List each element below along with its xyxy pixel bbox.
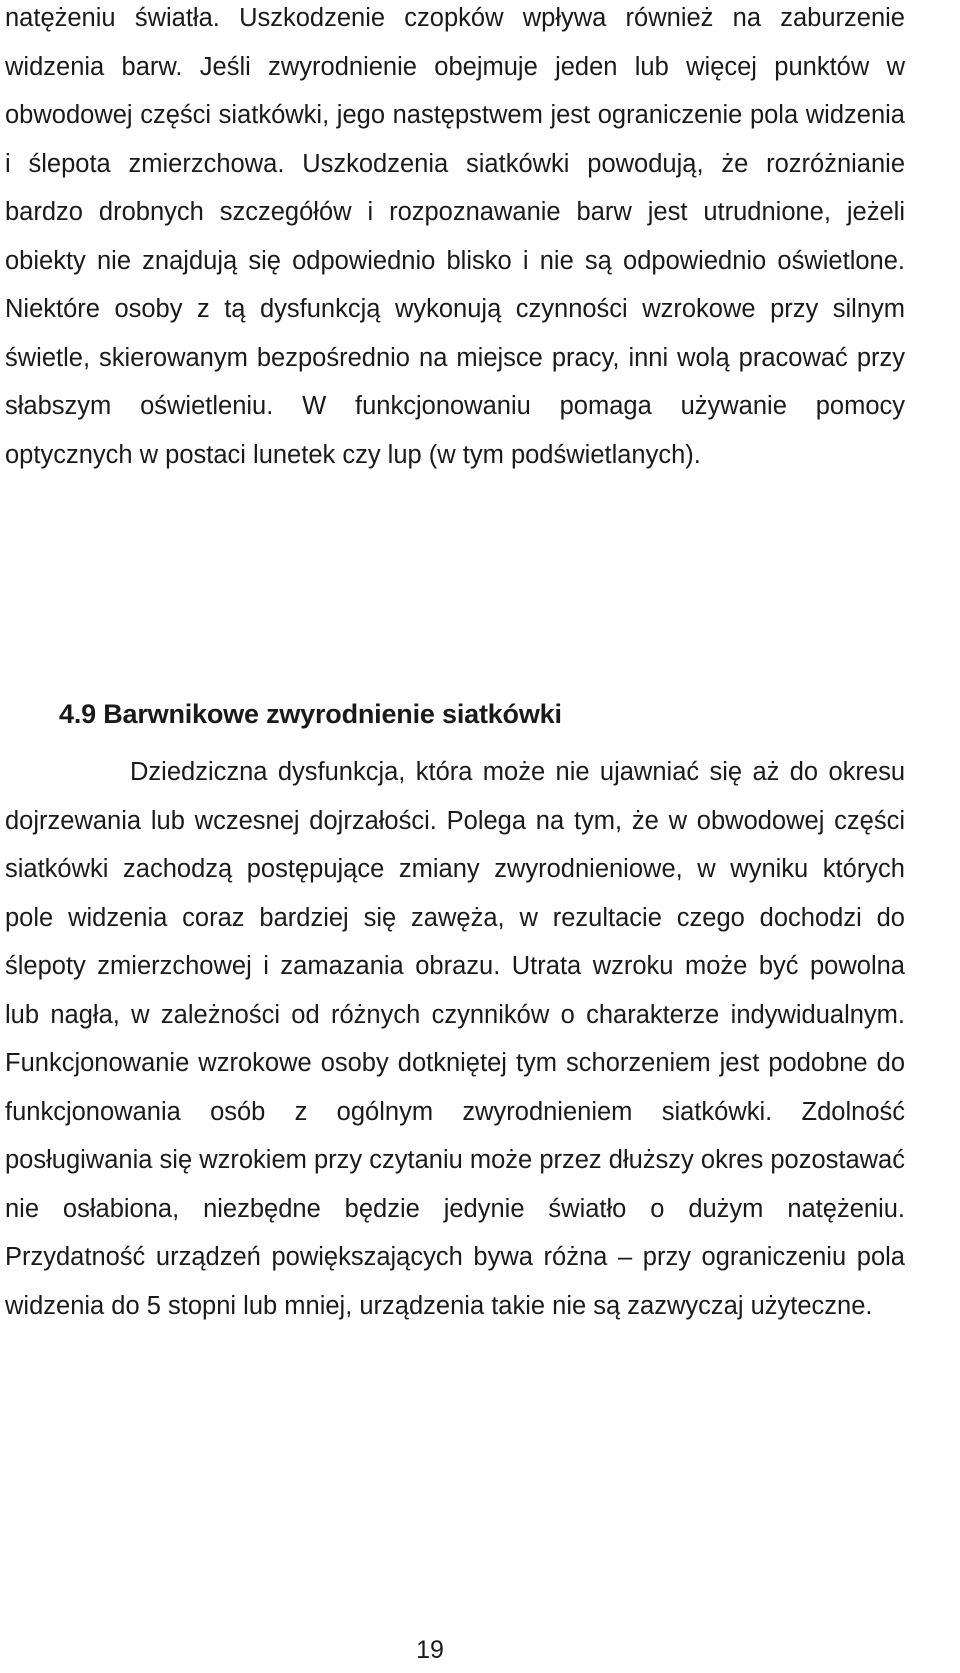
section-heading: 4.9 Barwnikowe zwyrodnienie siatkówki xyxy=(59,699,562,729)
body-paragraph-section: Dziedziczna dysfunkcja, która może nie ujawniać się aż do okresu dojrzewania lub wczesnej dojrzałości. Polega na tym, że w obwodowej części siatkówki zachodzą postępujące zmiany zwyrodnieniowe, w wyniku których pole widzenia coraz bardziej się zawęża, w rezultacie czego dochodzi do ślepoty zmierzchowej i zamazania obrazu. Utrata wzroku może być powolna lub nagła, w zależności od różnych czynników o charakterze indywidualnym. Funkcjonowanie wzrokowe osoby dotkniętej tym schorzeniem jest podobne do funkcjonowania osób z ogólnym zwyrodnieniem siatkówki. Zdolność posługiwania się wzrokiem przy czytaniu może przez dłuższy okres pozostawać nie osłabiona, niezbędne będzie jedynie światło o dużym natężeniu. Przydatność urządzeń powiększających bywa różna – przy ograniczeniu pola widzenia do 5 stopni lub mniej, urządzenia takie nie są zazwyczaj użyteczne. xyxy=(5,758,905,1320)
page-number: 19 xyxy=(416,1636,444,1664)
body-paragraph-continued: natężeniu światła. Uszkodzenie czopków wpływa również na zaburzenie widzenia barw. Jeśli zwyrodnienie obejmuje jeden lub więcej punktów w obwodowej części siatkówki, jego następstwem jest ograniczenie pola widzenia i ślepota zmierzchowa. Uszkodzenia siatkówki powodują, że rozróżnianie bardzo drobnych szczegółów i rozpoznawanie barw jest utrudnione, jeżeli obiekty nie znajdują się odpowiednio blisko i nie są odpowiednio oświetlone. Niektóre osoby z tą dysfunkcją wykonują czynności wzrokowe przy silnym świetle, skierowanym bezpośrednio na miejsce pracy, inni wolą pracować przy słabszym oświetleniu. W funkcjonowaniu pomaga używanie pomocy optycznych w postaci lunetek czy lup (w tym podświetlanych). xyxy=(5,4,905,469)
